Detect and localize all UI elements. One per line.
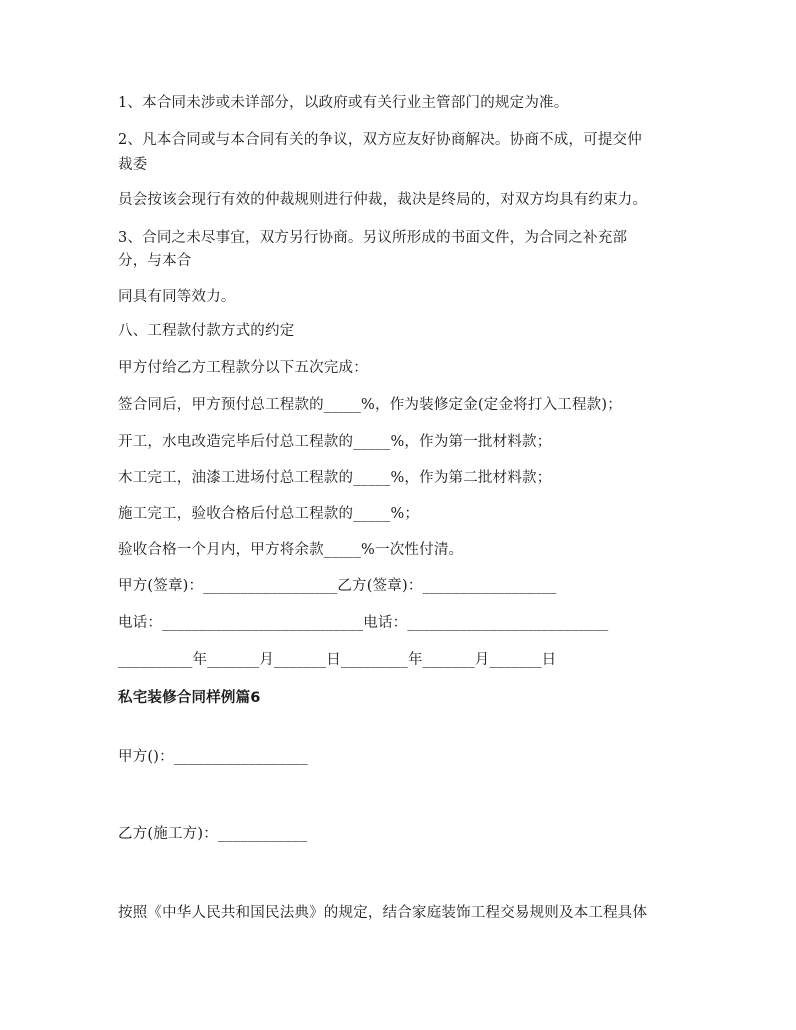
- clause-3-line-3: 同具有同等效力。: [118, 289, 236, 305]
- clause-3-line-2: 分，与本合: [118, 253, 192, 269]
- clause-2-line-1: 2、凡本合同或与本合同有关的争议，双方应友好协商解决。协商不成，可提交仲: [118, 132, 642, 148]
- clause-2-line-2: 裁委: [118, 157, 148, 173]
- payment-4: 施工完工，验收合格后付总工程款的_____%；: [118, 506, 420, 522]
- payment-5: 验收合格一个月内，甲方将余款_____%一次性付清。: [118, 542, 464, 558]
- phone-line: 电话：___________________________电话：___________________________: [118, 615, 609, 631]
- intro-paragraph: 按照《中华人民共和国民法典》的规定，结合家庭装饰工程交易规则及本工程具体: [118, 905, 648, 921]
- payment-intro: 甲方付给乙方工程款分以下五次完成：: [118, 360, 368, 376]
- clause-2-line-3: 员会按该会现行有效的仲裁规则进行仲裁，裁决是终局的，对双方均具有约束力。: [118, 192, 648, 208]
- payment-2: 开工，水电改造完毕后付总工程款的_____%，作为第一批材料款；: [118, 434, 552, 450]
- payment-1: 签合同后，甲方预付总工程款的_____%，作为装修定金(定金将打入工程款)；: [118, 397, 622, 413]
- clause-1: 1、本合同未涉或未详部分，以政府或有关行业主管部门的规定为准。: [118, 95, 569, 111]
- signature-line: 甲方(签章)：__________________乙方(签章)：__________________: [118, 578, 557, 594]
- section-8-heading: 八、工程款付款方式的约定: [118, 323, 295, 339]
- date-line: __________年_______月_______日_________年_______月_______日: [118, 652, 557, 668]
- party-a-field: 甲方()：__________________: [118, 749, 308, 765]
- payment-3: 木工完工，油漆工进场付总工程款的_____%，作为第二批材料款；: [118, 470, 552, 486]
- section-title: 私宅装修合同样例篇6: [118, 690, 261, 706]
- clause-3-line-1: 3、合同之未尽事宜，双方另行协商。另议所形成的书面文件，为合同之补充部: [118, 230, 628, 246]
- party-b-field: 乙方(施工方)：____________: [118, 826, 308, 842]
